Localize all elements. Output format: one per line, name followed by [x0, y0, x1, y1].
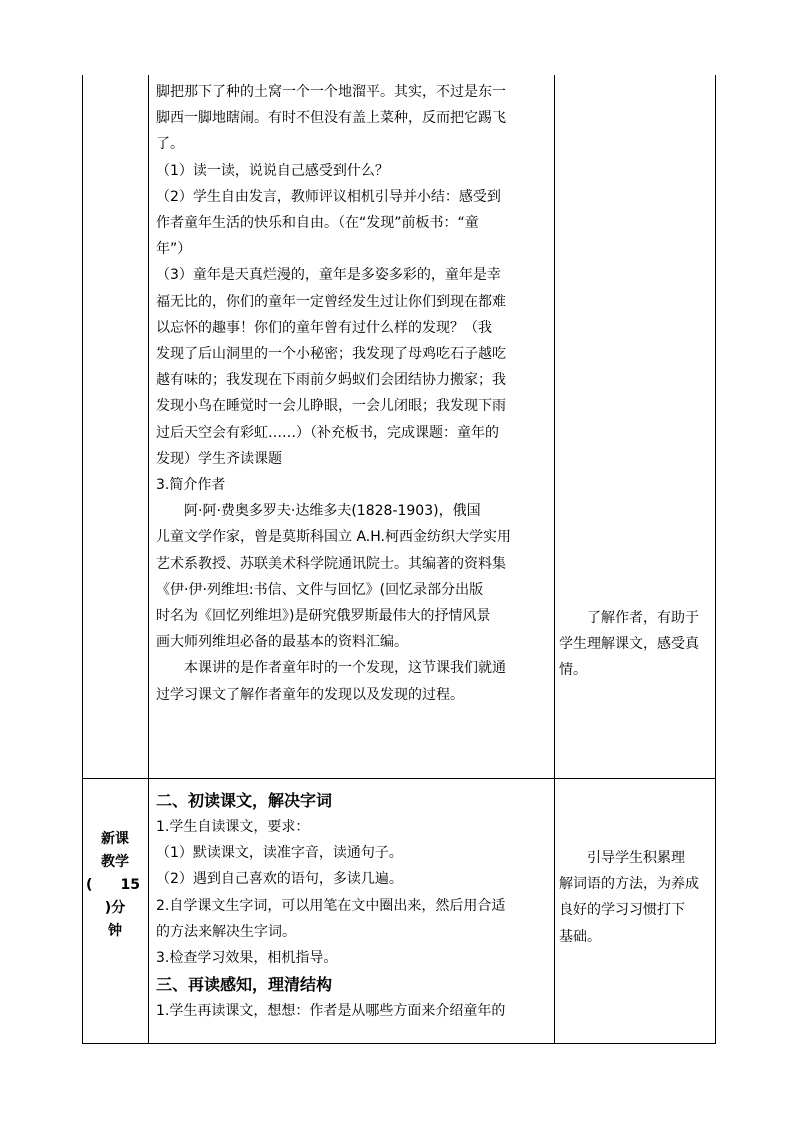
text-line: 2.自学课文生字词，可以用笔在文中圈出来，然后用合适 [156, 897, 506, 914]
text-line: 时名为《回忆列维坦》)是研究俄罗斯最伟大的抒情风景 [156, 608, 491, 625]
text-line: 本课讲的是作者童年时的一个发现，这节课我们就通 [184, 660, 506, 677]
note-line: 良好的学习习惯打下 [559, 902, 685, 919]
section1-content [156, 79, 552, 708]
lesson-plan-table [82, 75, 716, 1044]
text-line: （1）读一读，说说自己感受到什么？ [156, 162, 389, 179]
text-line: 儿童文学作家，曾是莫斯科国立 A.H.柯西金纺织大学实用 [156, 529, 511, 546]
note-line: 解词语的方法，为养成 [559, 876, 699, 893]
note-line: 了解作者，有助于 [587, 610, 699, 626]
label-paren: ( [86, 877, 93, 893]
label-line: 教学 [101, 854, 129, 870]
text-line: （1）默读课文，读准字音，读通句子。 [156, 845, 403, 862]
text-line: （2）学生自由发言，教师评议相机引导并小结：感受到 [156, 188, 501, 205]
text-line: 发现了后山洞里的一个小秘密；我发现了母鸡吃石子越吃 [156, 346, 506, 363]
text-line: 了。 [156, 136, 184, 153]
text-line: 1.学生再读课文，想想：作者是从哪些方面来介绍童年的 [156, 1003, 506, 1020]
label-minutes: 15 [120, 877, 140, 893]
text-line: （2）遇到自己喜欢的语句，多读几遍。 [156, 871, 403, 888]
label-line [84, 874, 146, 897]
label-line: 钟 [108, 923, 122, 939]
note-line: 情。 [559, 662, 587, 679]
table-border-left [82, 75, 83, 1044]
section2-label [84, 828, 146, 943]
text-line: 福无比的，你们的童年一定曾经发生过让你们到现在都难 [156, 293, 506, 310]
column-divider-1 [148, 75, 149, 1044]
section1-design-note [559, 605, 713, 684]
text-line: 艺术系教授、苏联美术科学院通讯院士。其编著的资料集 [156, 555, 506, 572]
text-line: 脚西一脚地瞎闹。有时不但没有盖上菜种，反而把它踢飞 [156, 110, 506, 127]
text-line: 越有味的；我发现在下雨前夕蚂蚁们会团结协力搬家；我 [156, 372, 506, 389]
section2-design-note [559, 845, 713, 950]
text-line: 《伊·伊·列维坦:书信、文件与回忆》(回忆录部分出版 [156, 581, 484, 598]
label-line: 新课 [101, 831, 129, 847]
note-line: 学生理解课文，感受真 [559, 636, 699, 653]
section-heading: 三、再读感知，理清结构 [156, 975, 333, 995]
text-line: （3）童年是天真烂漫的，童年是多姿多彩的，童年是幸 [156, 267, 501, 284]
text-line: 年”） [156, 241, 192, 258]
note-line: 引导学生积累理 [587, 850, 685, 866]
column-divider-2 [554, 75, 555, 1044]
note-line: 基础。 [559, 928, 601, 945]
text-line: 3.检查学习效果，相机指导。 [156, 950, 338, 967]
text-line: 3.简介作者 [156, 477, 226, 494]
text-line: 以忘怀的趣事！你们的童年曾有过什么样的发现？（我 [156, 319, 492, 336]
text-line: 作者童年生活的快乐和自由。（在“发现”前板书：“童 [156, 215, 479, 232]
text-line: 阿·阿·费奥多罗夫·达维多夫(1828-1903)，俄国 [184, 503, 481, 520]
text-line: 过学习课文了解作者童年的发现以及发现的过程。 [156, 686, 464, 703]
text-line: 1.学生自读课文，要求： [156, 819, 310, 835]
text-line: 的方法来解决生字词。 [156, 923, 296, 940]
label-line: )分 [104, 900, 126, 916]
section2-content [156, 787, 552, 1024]
text-line: 发现）学生齐读课题 [156, 450, 282, 467]
text-line: 画大师列维坦必备的最基本的资料汇编。 [156, 634, 408, 651]
section-heading: 二、初读课文，解决字词 [156, 791, 333, 810]
table-border-bottom [82, 1043, 716, 1044]
text-line: 发现小鸟在睡觉时一会儿睁眼，一会儿闭眼；我发现下雨 [156, 398, 506, 415]
text-line: 脚把那下了种的土窝一个一个地溜平。其实，不过是东一 [156, 84, 506, 100]
text-line: 过后天空会有彩虹……）（补充板书，完成课题：童年的 [156, 424, 499, 441]
table-border-right [715, 75, 716, 1044]
row-divider [82, 778, 716, 779]
